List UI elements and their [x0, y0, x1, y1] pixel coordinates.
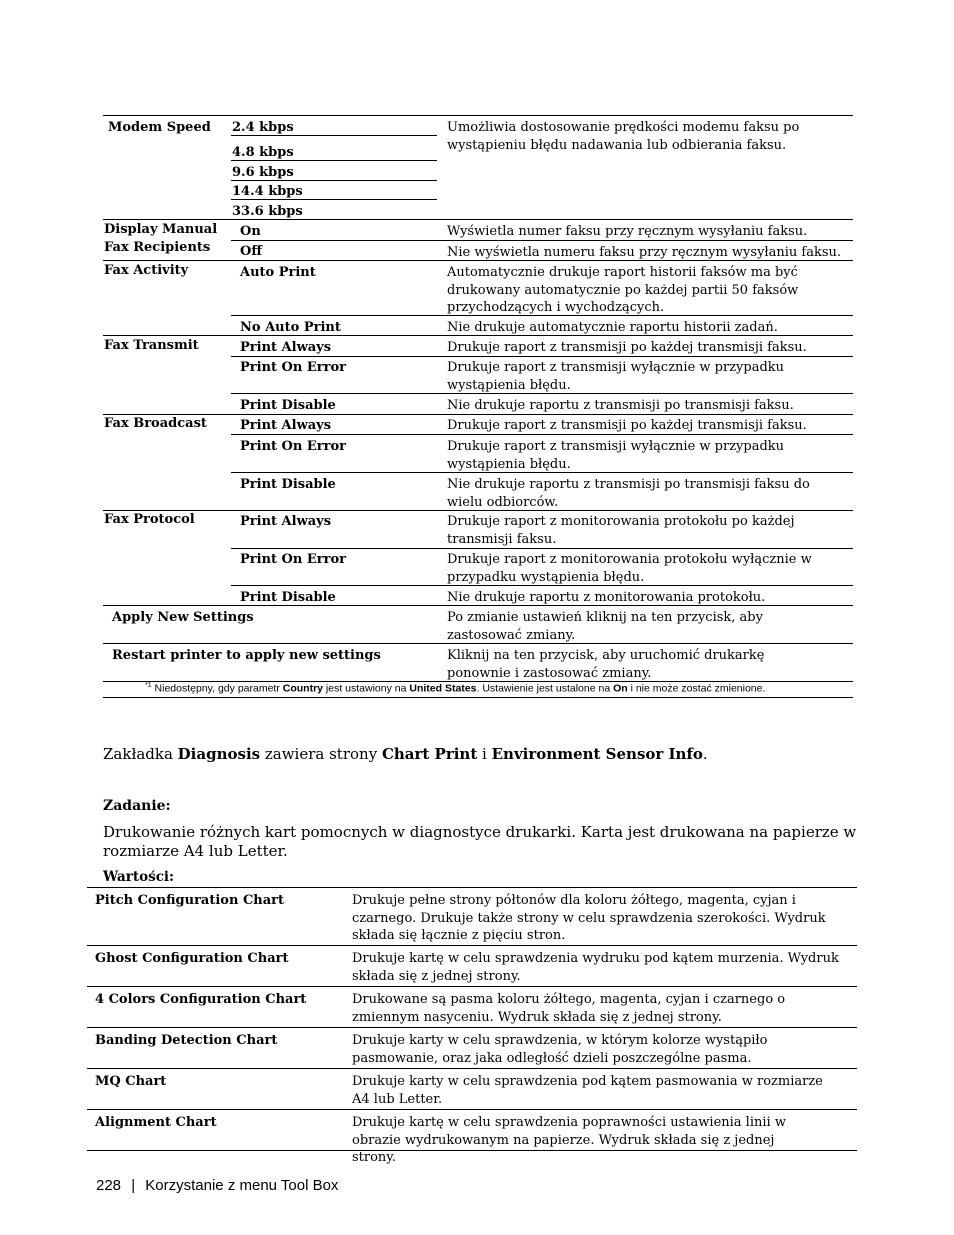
setting-description: Drukuje raport z transmisji wyłącznie w przypadku wystąpienia błędu. — [447, 360, 785, 393]
intro-paragraph: Zakładka Diagnosis zawiera strony Chart Print i Environment Sensor Info. — [103, 745, 708, 763]
setting-value: Print Always — [240, 514, 332, 529]
setting-description: Nie drukuje automatycznie raportu historii zadań. — [447, 320, 778, 335]
chart-name: Banding Detection Chart — [95, 1033, 278, 1048]
chart-description: Drukuje karty w celu sprawdzenia, w którym kolorze wystąpiło pasmowanie, oraz jaka odległość dzieli poszczególne pasma. — [352, 1033, 768, 1066]
setting-description: Drukuje raport z monitorowania protokołu wyłącznie w przypadku wystąpienia błędu. — [447, 552, 812, 585]
chart-description: Drukuje karty w celu sprawdzenia pod kątem pasmowania w rozmiarze A4 lub Letter. — [352, 1074, 823, 1107]
chart-name: Ghost Configuration Chart — [95, 951, 289, 966]
setting-value: Print Always — [240, 418, 332, 433]
display-manual-fax-label: Display Manual Fax Recipients — [104, 222, 218, 255]
section-title: Korzystanie z menu Tool Box — [145, 1177, 339, 1194]
chart-name: Alignment Chart — [95, 1115, 217, 1130]
chart-description: Drukuje pełne strony półtonów dla koloru żółtego, magenta, cyjan i czarnego. Drukuje także strony w celu sprawdzenia szerokości. Wydruk składa się łącznie z pięciu stron. — [352, 893, 826, 943]
setting-value: Print On Error — [240, 439, 346, 454]
setting-value: Print On Error — [240, 360, 346, 375]
chart-description: Drukuje kartę w celu sprawdzenia poprawności ustawienia linii w obrazie wydrukowanym na papierze. Wydruk składa się z jednej strony. — [352, 1115, 786, 1165]
setting-description: Wyświetla numer faksu przy ręcznym wysyłaniu faksu. — [447, 224, 808, 239]
fax-activity-label: Fax Activity — [104, 263, 189, 278]
fax-protocol-label: Fax Protocol — [104, 512, 195, 527]
setting-value-on: On — [240, 224, 261, 239]
setting-value-off: Off — [240, 244, 262, 259]
chart-description: Drukuje kartę w celu sprawdzenia wydruku pod kątem murzenia. Wydruk składa się z jednej strony. — [352, 951, 839, 984]
fax-broadcast-label: Fax Broadcast — [104, 416, 207, 431]
setting-value: Print Disable — [240, 477, 336, 492]
setting-description: Drukuje raport z monitorowania protokołu po każdej transmisji faksu. — [447, 514, 795, 547]
setting-description: Drukuje raport z transmisji wyłącznie w przypadku wystąpienia błędu. — [447, 439, 785, 472]
setting-value: Print Disable — [240, 590, 336, 605]
setting-value: No Auto Print — [240, 320, 341, 335]
chart-name: Pitch Configuration Chart — [95, 893, 285, 908]
modem-speed-value: 33.6 kbps — [232, 204, 303, 219]
setting-value: Print Always — [240, 340, 332, 355]
modem-speed-value: 9.6 kbps — [232, 165, 294, 180]
setting-description: Automatycznie drukuje raport historii faksów ma być drukowany automatycznie po każdej partii 50 faksów przychodzących i wychodzących. — [447, 265, 799, 315]
setting-description: Drukuje raport z transmisji po każdej transmisji faksu. — [447, 418, 807, 433]
table-footnote: $^{*1}$ Niedostępny, gdy parametr Country jest ustawiony na United States. Ustawienie jest ustalone na On i nie może zostać zmienione. — [145, 682, 766, 695]
setting-description: Nie wyświetla numeru faksu przy ręcznym wysyłaniu faksu. — [447, 245, 842, 260]
task-text: Drukowanie różnych kart pomocnych w diagnostyce drukarki. Karta jest drukowana na papierze w rozmiarze A4 lub Letter. — [103, 823, 857, 860]
setting-description: Nie drukuje raportu z monitorowania protokołu. — [447, 590, 766, 605]
restart-printer-label: Restart printer to apply new settings — [112, 648, 381, 663]
apply-new-settings-description: Po zmianie ustawień kliknij na ten przycisk, aby zastosować zmiany. — [447, 610, 763, 643]
setting-description: Nie drukuje raportu z transmisji po transmisji faksu. — [447, 398, 794, 413]
modem-speed-value: 4.8 kbps — [232, 145, 294, 160]
footer-separator: | — [131, 1177, 136, 1194]
page-number: 228 — [96, 1177, 122, 1194]
restart-printer-description: Kliknij na ten przycisk, aby uruchomić drukarkę ponownie i zastosować zmiany. — [447, 648, 765, 681]
chart-name: 4 Colors Configuration Chart — [95, 992, 307, 1007]
setting-value: Print Disable — [240, 398, 336, 413]
setting-value: Print On Error — [240, 552, 346, 567]
page-footer — [96, 1177, 338, 1194]
modem-speed-value: 2.4 kbps — [232, 120, 294, 135]
fax-transmit-label: Fax Transmit — [104, 338, 199, 353]
task-heading: Zadanie: — [103, 798, 171, 814]
chart-description: Drukowane są pasma koloru żółtego, magenta, cyjan i czarnego o zmiennym nasyceniu. Wydruk składa się z jednej strony. — [352, 992, 786, 1025]
chart-name: MQ Chart — [95, 1074, 167, 1089]
setting-description: Drukuje raport z transmisji po każdej transmisji faksu. — [447, 340, 807, 355]
apply-new-settings-label: Apply New Settings — [112, 610, 254, 625]
modem-speed-description: Umożliwia dostosowanie prędkości modemu faksu po wystąpieniu błędu nadawania lub odbierania faksu. — [447, 120, 800, 153]
values-heading: Wartości: — [103, 869, 175, 885]
setting-description: Nie drukuje raportu z transmisji po transmisji faksu do wielu odbiorców. — [447, 477, 810, 510]
modem-speed-value: 14.4 kbps — [232, 184, 303, 199]
modem-speed-label: Modem Speed — [108, 120, 211, 135]
setting-value: Auto Print — [240, 265, 316, 280]
